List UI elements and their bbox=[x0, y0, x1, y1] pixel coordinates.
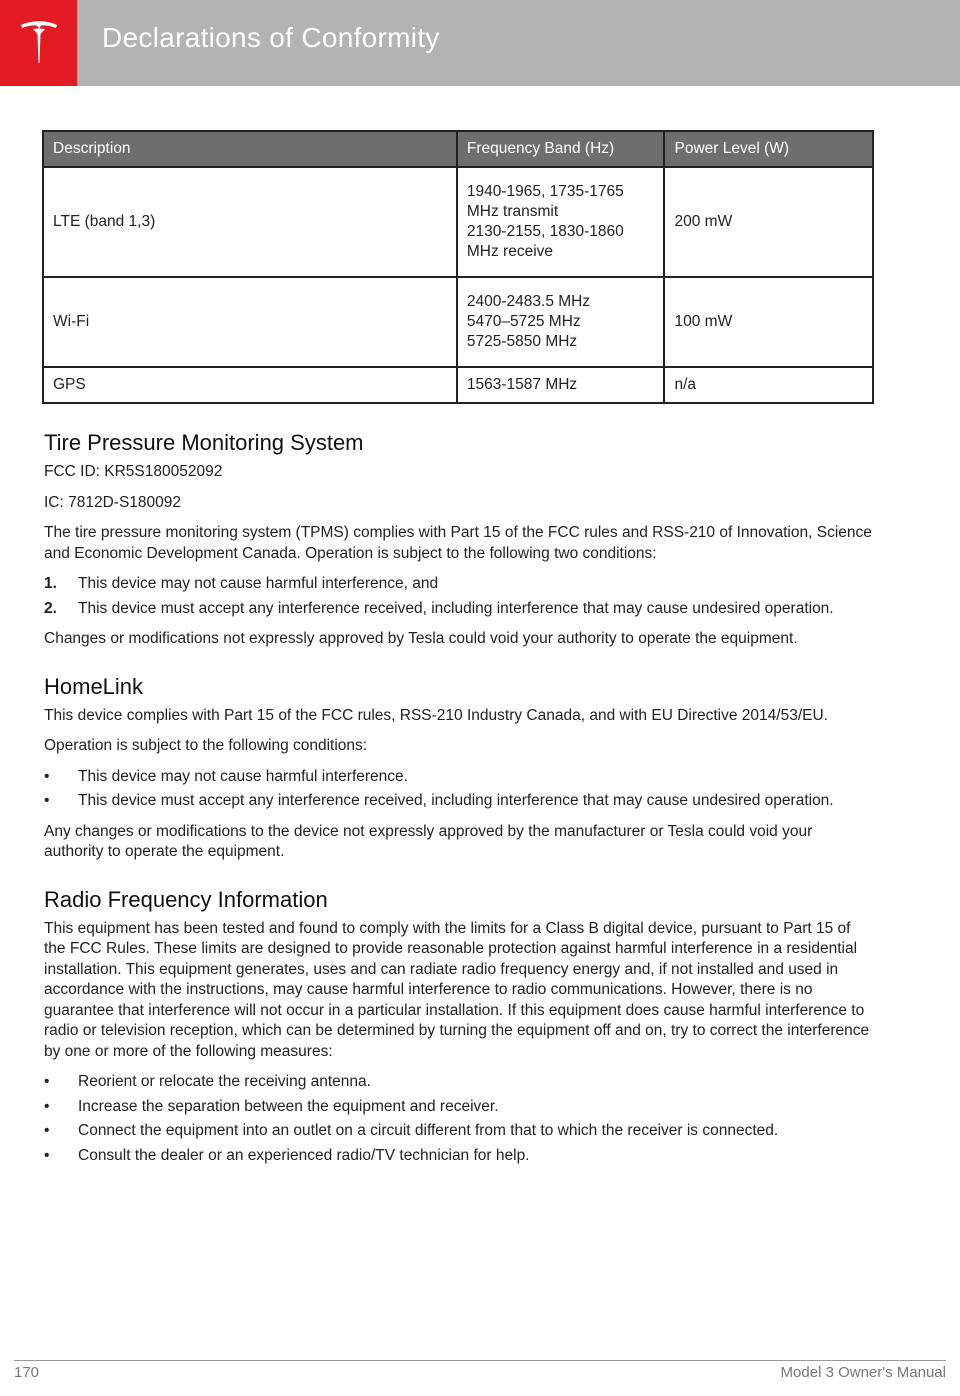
list-item-text: This device must accept any interference received, including interference that may cause undesired operation. bbox=[78, 599, 834, 617]
homelink-note: Any changes or modifications to the device not expressly approved by the manufacturer or Tesla could void your authority to operate the equipment. bbox=[44, 822, 813, 860]
list-item-text: This device may not cause harmful interference. bbox=[78, 767, 408, 785]
frequency-line: 5470–5725 MHz bbox=[466, 313, 581, 330]
tpms-section bbox=[44, 428, 874, 650]
document-body bbox=[44, 428, 874, 1188]
column-header-power: Power Level (W) bbox=[664, 131, 873, 167]
homelink-subintro: Operation is subject to the following conditions: bbox=[44, 737, 368, 754]
homelink-section bbox=[44, 672, 874, 863]
tpms-note: Changes or modifications not expressly approved by Tesla could void your authority to operate the equipment. bbox=[44, 630, 798, 647]
homelink-conditions-list bbox=[44, 767, 874, 812]
tpms-intro: The tire pressure monitoring system (TPMS) complies with Part 15 of the FCC rules and RSS-210 of Innovation, Science and Economic Development Canada. Operation is subject to the following two conditions: bbox=[44, 524, 872, 562]
list-item-text: This device may not cause harmful interference, and bbox=[78, 575, 439, 592]
list-item bbox=[44, 574, 874, 595]
rf-measures-list bbox=[44, 1072, 874, 1166]
tpms-conditions-list bbox=[44, 574, 874, 619]
list-item bbox=[44, 767, 874, 788]
frequency-line: 5725-5850 MHz bbox=[466, 333, 578, 350]
bullet-marker: • bbox=[44, 1097, 50, 1115]
cell-power: n/a bbox=[664, 367, 873, 403]
logo-box bbox=[0, 0, 77, 86]
page-number: 170 bbox=[14, 1364, 40, 1381]
section-heading-homelink: HomeLink bbox=[44, 673, 144, 699]
cell-frequency bbox=[457, 367, 665, 403]
frequency-line: MHz transmit bbox=[466, 203, 559, 220]
cell-description: Wi-Fi bbox=[43, 277, 457, 367]
table-header-row bbox=[43, 131, 873, 167]
list-marker: 2. bbox=[44, 599, 57, 617]
frequency-line: 1940-1965, 1735-1765 bbox=[466, 183, 624, 200]
list-item bbox=[44, 1097, 874, 1118]
fcc-id: FCC ID: KR5S180052092 bbox=[44, 463, 223, 480]
list-item bbox=[44, 1121, 874, 1142]
table-row bbox=[43, 277, 873, 367]
frequency-line: 1563-1587 MHz bbox=[466, 376, 578, 393]
list-item-text: Increase the separation between the equipment and receiver. bbox=[78, 1097, 499, 1115]
cell-description: GPS bbox=[43, 367, 457, 403]
rf-section bbox=[44, 885, 874, 1167]
table-row bbox=[43, 167, 873, 277]
cell-power: 200 mW bbox=[664, 167, 873, 277]
ic-number: IC: 7812D-S180092 bbox=[44, 493, 182, 511]
frequency-line: 2400-2483.5 MHz bbox=[466, 293, 591, 310]
frequency-table bbox=[42, 130, 874, 404]
list-item-text: Connect the equipment into an outlet on a circuit different from that to which the receiver is connected. bbox=[78, 1122, 779, 1139]
cell-description: LTE (band 1,3) bbox=[43, 167, 457, 277]
list-item bbox=[44, 1072, 874, 1093]
footer-divider bbox=[14, 1360, 946, 1361]
rf-body: This equipment has been tested and found to comply with the limits for a Class B digital device, pursuant to Part 15 of the FCC Rules. These limits are designed to provide reasonable protection against harmful interference in a residential installation. This equipment generates, uses and can radiate radio frequency energy and, if not installed and used in accordance with the instructions, may cause harmful interference to radio communications. However, there is no guarantee that interference will not occur in a particular installation. If this equipment does cause harmful interference to radio or television reception, which can be determined by turning the equipment off and on, try to correct the interference by one or more of the following measures: bbox=[44, 919, 870, 1060]
bullet-marker: • bbox=[44, 792, 50, 809]
list-item-text: Consult the dealer or an experienced radio/TV technician for help. bbox=[78, 1146, 530, 1164]
section-heading-tpms: Tire Pressure Monitoring System bbox=[44, 430, 364, 455]
tesla-logo-icon bbox=[19, 19, 59, 67]
cell-power: 100 mW bbox=[664, 277, 873, 367]
page-header bbox=[0, 0, 960, 86]
homelink-intro: This device complies with Part 15 of the FCC rules, RSS-210 Industry Canada, and with EU Directive 2014/53/EU. bbox=[44, 706, 828, 724]
list-item-text: This device must accept any interference received, including interference that may cause undesired operation. bbox=[78, 792, 834, 809]
list-item bbox=[44, 599, 874, 620]
bullet-marker: • bbox=[44, 767, 50, 785]
list-marker: 1. bbox=[44, 575, 57, 592]
cell-frequency bbox=[457, 167, 665, 277]
list-item bbox=[44, 1146, 874, 1167]
column-header-description: Description bbox=[43, 131, 457, 167]
list-item bbox=[44, 791, 874, 812]
document-name: Model 3 Owner's Manual bbox=[780, 1364, 946, 1381]
bullet-marker: • bbox=[44, 1073, 50, 1090]
cell-frequency bbox=[457, 277, 665, 367]
bullet-marker: • bbox=[44, 1146, 50, 1164]
table-row bbox=[43, 367, 873, 403]
column-header-frequency: Frequency Band (Hz) bbox=[457, 131, 665, 167]
frequency-line: 2130-2155, 1830-1860 bbox=[466, 223, 624, 240]
list-item-text: Reorient or relocate the receiving antenna. bbox=[78, 1073, 371, 1090]
bullet-marker: • bbox=[44, 1122, 50, 1139]
frequency-line: MHz receive bbox=[466, 243, 554, 260]
page-title: Declarations of Conformity bbox=[102, 22, 440, 53]
section-heading-rf: Radio Frequency Information bbox=[44, 886, 328, 912]
